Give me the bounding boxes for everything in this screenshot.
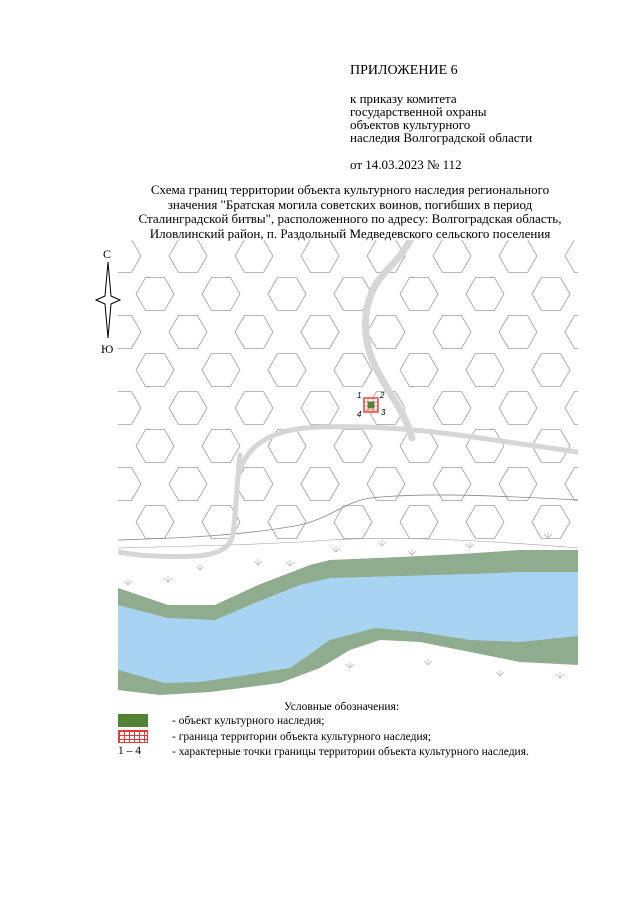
forest-hexagon bbox=[499, 240, 537, 273]
forest-hexagon bbox=[367, 316, 405, 349]
forest-hexagon bbox=[268, 506, 306, 539]
legend-object-text: - объект культурного наследия; bbox=[172, 715, 325, 727]
forest-hexagon bbox=[37, 392, 75, 425]
forest-hexagon bbox=[136, 278, 174, 311]
meadow-tick bbox=[544, 532, 552, 538]
forest-hexagon bbox=[598, 354, 636, 387]
compass-north-label: С bbox=[103, 247, 112, 261]
meadow-tick bbox=[556, 672, 564, 678]
meadow-tick bbox=[254, 559, 262, 565]
scheme-title-line-3: Сталинградской битвы", расположенного по адресу: Волгоградская область, bbox=[138, 211, 562, 226]
forest-hexagon bbox=[598, 430, 636, 463]
compass-arrow-icon bbox=[96, 262, 120, 338]
forest-hexagon bbox=[532, 354, 570, 387]
forest-hexagon bbox=[169, 468, 207, 501]
forest-hexagon bbox=[136, 430, 174, 463]
forest-hexagon bbox=[334, 506, 372, 539]
forest-hexagon bbox=[202, 278, 240, 311]
forest-hexagon bbox=[103, 392, 141, 425]
heritage-object-site bbox=[357, 391, 386, 419]
boundary-point-4: 4 bbox=[357, 410, 362, 419]
appendix-date: от 14.03.2023 № 112 bbox=[350, 157, 462, 172]
meadow-tick bbox=[196, 564, 204, 570]
legend-item-boundary bbox=[118, 730, 598, 744]
forest-hexagon bbox=[169, 392, 207, 425]
forest-hexagon bbox=[565, 468, 603, 501]
forest-hexagon bbox=[334, 430, 372, 463]
legend-item-points bbox=[118, 745, 598, 759]
compass-south-label: Ю bbox=[101, 342, 114, 356]
forest-hexagon bbox=[301, 468, 339, 501]
appendix-title: ПРИЛОЖЕНИЕ 6 bbox=[350, 63, 458, 78]
terrain-contour-lower bbox=[118, 538, 578, 548]
legend-boundary-text: - граница территории объекта культурного наследия; bbox=[172, 731, 432, 743]
meadow-tick bbox=[332, 546, 340, 552]
forest-hexagon bbox=[400, 354, 438, 387]
forest-hexagon bbox=[235, 392, 273, 425]
forest-hexagon bbox=[70, 506, 108, 539]
forest-hexagon bbox=[565, 316, 603, 349]
forest-hexagon bbox=[466, 506, 504, 539]
forest-hexagon bbox=[37, 316, 75, 349]
forest-hexagon bbox=[70, 430, 108, 463]
appendix-line-1: к приказу комитета bbox=[350, 91, 457, 106]
forest-hexagon bbox=[202, 354, 240, 387]
forest-hexagon bbox=[136, 354, 174, 387]
forest-hexagon bbox=[400, 506, 438, 539]
boundary-point-2: 2 bbox=[380, 391, 385, 400]
meadow-tick bbox=[164, 576, 172, 582]
forest-hexagon bbox=[334, 354, 372, 387]
forest-hexagon bbox=[466, 354, 504, 387]
forest-hexagon bbox=[598, 278, 636, 311]
meadow-tick bbox=[286, 560, 294, 566]
forest-hexagon bbox=[268, 278, 306, 311]
forest-hexagon bbox=[499, 468, 537, 501]
forest-hexagon bbox=[433, 392, 471, 425]
boundary-point-1: 1 bbox=[357, 391, 362, 400]
legend-title: Условные обозначения: bbox=[284, 701, 400, 713]
meadow-tick bbox=[346, 662, 354, 668]
forest-hexagon bbox=[169, 240, 207, 273]
forest-hexagon bbox=[598, 506, 636, 539]
forest-hexagon bbox=[499, 316, 537, 349]
meadow-tick bbox=[496, 670, 504, 676]
legend-item-object bbox=[118, 714, 598, 728]
forest-hexagon bbox=[400, 430, 438, 463]
forest-hexagon bbox=[37, 468, 75, 501]
forest-hexagon bbox=[565, 240, 603, 273]
legend-points-text: - характерные точки границы территории объекта культурного наследия. bbox=[172, 746, 529, 758]
scheme-title bbox=[96, 183, 604, 241]
forest-hexagon bbox=[202, 430, 240, 463]
appendix-header bbox=[350, 64, 532, 172]
terrain-contour bbox=[118, 495, 578, 540]
boundary-point-3: 3 bbox=[381, 408, 386, 417]
forest-hexagon bbox=[37, 240, 75, 273]
forest-hexagon bbox=[466, 278, 504, 311]
forest-hexagon bbox=[301, 316, 339, 349]
scheme-title-line-1: Схема границ территории объекта культурного наследия регионального bbox=[150, 182, 550, 197]
forest-hexagon bbox=[301, 392, 339, 425]
heritage-object bbox=[368, 402, 375, 409]
scheme-title-line-4: Иловлинский район, п. Раздольный Медведевского сельского поселения bbox=[149, 225, 551, 241]
forest-hexagon bbox=[169, 316, 207, 349]
forest-hexagon bbox=[565, 392, 603, 425]
meadow-tick bbox=[378, 540, 386, 546]
forest-hexagon bbox=[400, 278, 438, 311]
forest-hexagon bbox=[433, 240, 471, 273]
meadow-tick bbox=[124, 579, 132, 585]
forest-hexagon-pattern bbox=[37, 240, 636, 539]
legend-boundary-swatch bbox=[118, 730, 148, 743]
legend-object-swatch bbox=[118, 714, 148, 727]
legend-points-symbol: 1 – 4 bbox=[118, 745, 141, 757]
meadow-tick bbox=[466, 542, 474, 548]
forest-hexagon bbox=[70, 354, 108, 387]
forest-hexagon bbox=[70, 278, 108, 311]
meadow-tick bbox=[408, 549, 416, 555]
forest-hexagon bbox=[103, 468, 141, 501]
forest-hexagon bbox=[235, 316, 273, 349]
forest-hexagon bbox=[136, 506, 174, 539]
forest-hexagon bbox=[499, 392, 537, 425]
appendix-line-3: объектов культурного bbox=[350, 117, 471, 132]
forest-hexagon bbox=[433, 316, 471, 349]
appendix-line-4: наследия Волгоградской области bbox=[350, 130, 533, 145]
forest-hexagon bbox=[301, 240, 339, 273]
appendix-line-2: государственной охраны bbox=[350, 104, 487, 119]
forest-hexagon bbox=[532, 278, 570, 311]
meadow-tick bbox=[424, 659, 432, 665]
forest-hexagon bbox=[268, 354, 306, 387]
scheme-title-line-2: значения "Братская могила советских воинов, погибших в период bbox=[167, 196, 533, 212]
forest-hexagon bbox=[235, 240, 273, 273]
forest-hexagon bbox=[532, 506, 570, 539]
